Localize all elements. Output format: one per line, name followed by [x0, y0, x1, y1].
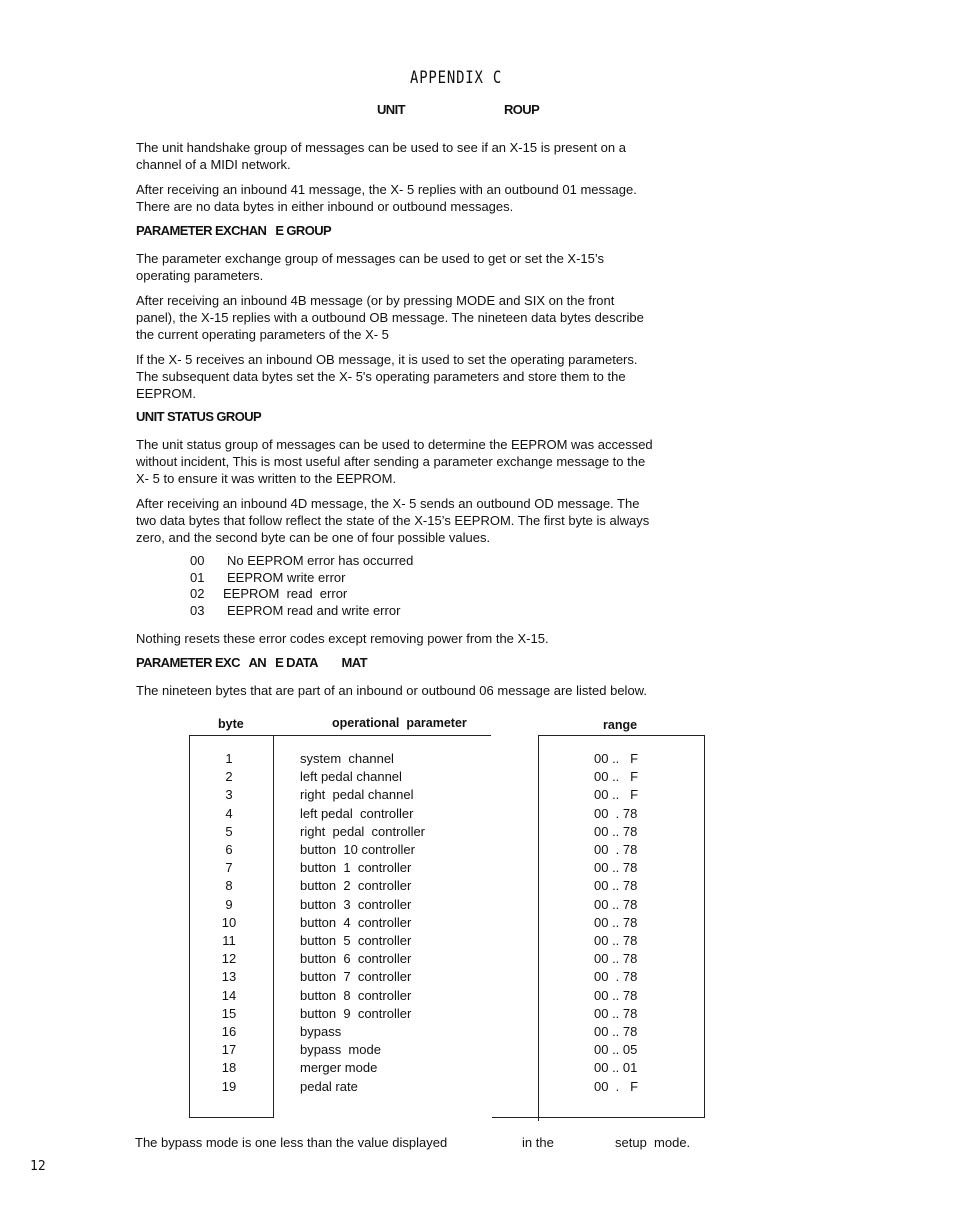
parameter-cell: button 5 controller — [300, 933, 412, 948]
range-cell: 00 .. F — [594, 787, 639, 803]
page-number: 12 — [30, 1159, 46, 1174]
subtitle-left: UNIT — [377, 102, 405, 117]
range-cell: 00 .. 78 — [594, 1024, 638, 1039]
parameter-cell: merger mode — [300, 1060, 378, 1076]
column-header-byte: byte — [218, 717, 244, 731]
error-description: EEPROM read and write error — [227, 602, 401, 618]
table-bottom-rule — [492, 1117, 705, 1118]
footer-note-part-1: The bypass mode is one less than the value displayed — [135, 1135, 448, 1150]
text-line: without incident, This is most useful after sending a parameter exchange message to the — [136, 454, 646, 469]
range-cell: 00 .. F — [594, 769, 639, 785]
byte-cell: 15 — [221, 1005, 237, 1021]
text-line: There are no data bytes in either inbound or outbound messages. — [136, 199, 514, 214]
error-code-list — [190, 553, 413, 619]
handshake-paragraph-1 — [136, 139, 736, 173]
parameter-cell: button 10 controller — [300, 842, 415, 857]
parameter-cell: button 3 controller — [300, 896, 412, 912]
list-item — [190, 603, 413, 620]
range-cell: 00 .. F — [594, 751, 639, 766]
range-cell: 00 .. 05 — [594, 1042, 638, 1058]
byte-cell: 2 — [225, 769, 233, 785]
range-cell: 00 .. 01 — [594, 1060, 638, 1076]
text-line: The parameter exchange group of messages can be used to get or set the X-15’s — [136, 251, 605, 266]
text-line: EEPROM. — [136, 386, 196, 401]
range-cell: 00 .. 78 — [594, 823, 638, 839]
range-cell: 00 .. 78 — [594, 914, 638, 930]
text-line: After receiving an inbound 4B message (or by pressing MODE and SIX on the front — [136, 293, 615, 308]
range-cell: 00 .. 78 — [594, 951, 638, 967]
param-exchange-paragraph-2 — [136, 292, 736, 343]
unit-status-heading: UNIT STATUS GROUP — [136, 409, 262, 424]
error-reset-note: Nothing resets these error codes except removing power from the X-15. — [136, 631, 549, 646]
parameter-exchange-heading: PARAMETER EXCHAN E GROUP — [136, 223, 332, 238]
text-line: The unit status group of messages can be used to determine the EEPROM was accessed — [136, 437, 653, 452]
text-line: the current operating parameters of the X- 5 — [136, 327, 389, 342]
param-exchange-paragraph-1 — [136, 250, 736, 284]
error-code: 00 — [190, 553, 205, 568]
text-line: operating parameters. — [136, 268, 264, 283]
text-line: After receiving an inbound 41 message, the X- 5 replies with an outbound 01 message. — [136, 182, 637, 197]
byte-cell: 16 — [221, 1024, 237, 1039]
error-description: No EEPROM error has occurred — [227, 553, 414, 568]
byte-cell: 13 — [221, 969, 237, 985]
byte-cell: 6 — [225, 842, 233, 857]
text-line: If the X- 5 receives an inbound OB message, it is used to set the operating parameters. — [136, 352, 638, 367]
data-format-intro: The nineteen bytes that are part of an inbound or outbound 06 message are listed below. — [136, 683, 647, 698]
range-cell: 00 .. 78 — [594, 860, 638, 876]
byte-cell: 5 — [225, 823, 233, 839]
text-line: zero, and the second byte can be one of four possible values. — [136, 530, 491, 545]
parameter-cell: button 2 controller — [300, 878, 412, 894]
error-code: 01 — [190, 569, 205, 585]
text-line: The subsequent data bytes set the X- 5's operating parameters and store them to the — [136, 369, 626, 384]
parameter-table-body — [189, 751, 709, 1101]
parameter-cell: pedal rate — [300, 1078, 358, 1094]
range-cell: 00 .. 78 — [594, 933, 638, 948]
appendix-title: APPENDIX C — [410, 68, 503, 88]
range-cell: 00 . F — [594, 1078, 639, 1094]
table-bottom-rule — [189, 1117, 273, 1118]
text-line: panel), the X-15 replies with a outbound OB message. The nineteen data bytes describe — [136, 310, 644, 325]
byte-cell: 3 — [225, 787, 233, 803]
byte-cell: 10 — [221, 914, 237, 930]
parameter-cell: left pedal controller — [300, 805, 414, 821]
byte-cell: 1 — [225, 751, 233, 766]
text-line: X- 5 to ensure it was written to the EEPROM. — [136, 471, 397, 486]
text-line: channel of a MIDI network. — [136, 157, 291, 172]
range-cell: 00 . 78 — [594, 969, 638, 985]
range-cell: 00 .. 78 — [594, 896, 638, 912]
subtitle-right: ROUP — [504, 102, 540, 117]
parameter-cell: button 8 controller — [300, 987, 412, 1003]
column-header-range: range — [603, 718, 638, 732]
unit-status-paragraph-2 — [136, 495, 736, 546]
parameter-cell: system channel — [300, 751, 394, 766]
text-line: two data bytes that follow reflect the state of the X-15’s EEPROM. The first byte is always — [136, 513, 650, 528]
byte-cell: 11 — [222, 933, 236, 948]
parameter-cell: right pedal channel — [300, 787, 414, 803]
data-format-heading: PARAMETER EXC AN E DATA MAT — [136, 655, 367, 670]
range-cell: 00 . 78 — [594, 805, 638, 821]
parameter-cell: right pedal controller — [300, 823, 426, 839]
footer-note-part-3: setup mode. — [615, 1135, 691, 1150]
parameter-cell: bypass — [300, 1024, 342, 1039]
error-description: EEPROM write error — [227, 569, 346, 585]
parameter-cell: button 9 controller — [300, 1005, 412, 1021]
byte-cell: 17 — [221, 1042, 237, 1058]
list-item — [190, 586, 413, 603]
byte-cell: 9 — [225, 896, 233, 912]
error-code: 02 — [190, 586, 205, 601]
byte-cell: 12 — [221, 951, 237, 967]
text-line: The unit handshake group of messages can be used to see if an X-15 is present on a — [136, 140, 626, 155]
parameter-cell: button 4 controller — [300, 914, 412, 930]
param-exchange-paragraph-3 — [136, 351, 736, 402]
range-cell: 00 .. 78 — [594, 878, 638, 894]
byte-cell: 18 — [221, 1060, 237, 1076]
parameter-cell: bypass mode — [300, 1042, 381, 1058]
range-cell: 00 . 78 — [594, 842, 638, 857]
range-cell: 00 .. 78 — [594, 987, 638, 1003]
list-item — [190, 553, 413, 570]
parameter-cell: left pedal channel — [300, 769, 402, 785]
error-code: 03 — [190, 602, 205, 618]
parameter-cell: button 7 controller — [300, 969, 412, 985]
table-top-rule — [539, 735, 705, 736]
byte-cell: 8 — [225, 878, 233, 894]
byte-cell: 4 — [225, 805, 233, 821]
handshake-paragraph-2 — [136, 181, 736, 215]
byte-cell: 19 — [221, 1078, 237, 1094]
error-description: EEPROM read error — [223, 586, 348, 601]
byte-cell: 7 — [225, 860, 233, 876]
footer-note-part-2: in the — [522, 1135, 554, 1150]
unit-status-paragraph-1 — [136, 436, 736, 487]
text-line: After receiving an inbound 4D message, the X- 5 sends an outbound OD message. The — [136, 496, 640, 511]
table-top-rule — [189, 735, 491, 736]
list-item — [190, 570, 413, 587]
byte-cell: 14 — [221, 987, 237, 1003]
parameter-cell: button 1 controller — [300, 860, 412, 876]
column-header-parameter: operational parameter — [332, 716, 467, 730]
parameter-cell: button 6 controller — [300, 951, 412, 967]
range-cell: 00 .. 78 — [594, 1005, 638, 1021]
